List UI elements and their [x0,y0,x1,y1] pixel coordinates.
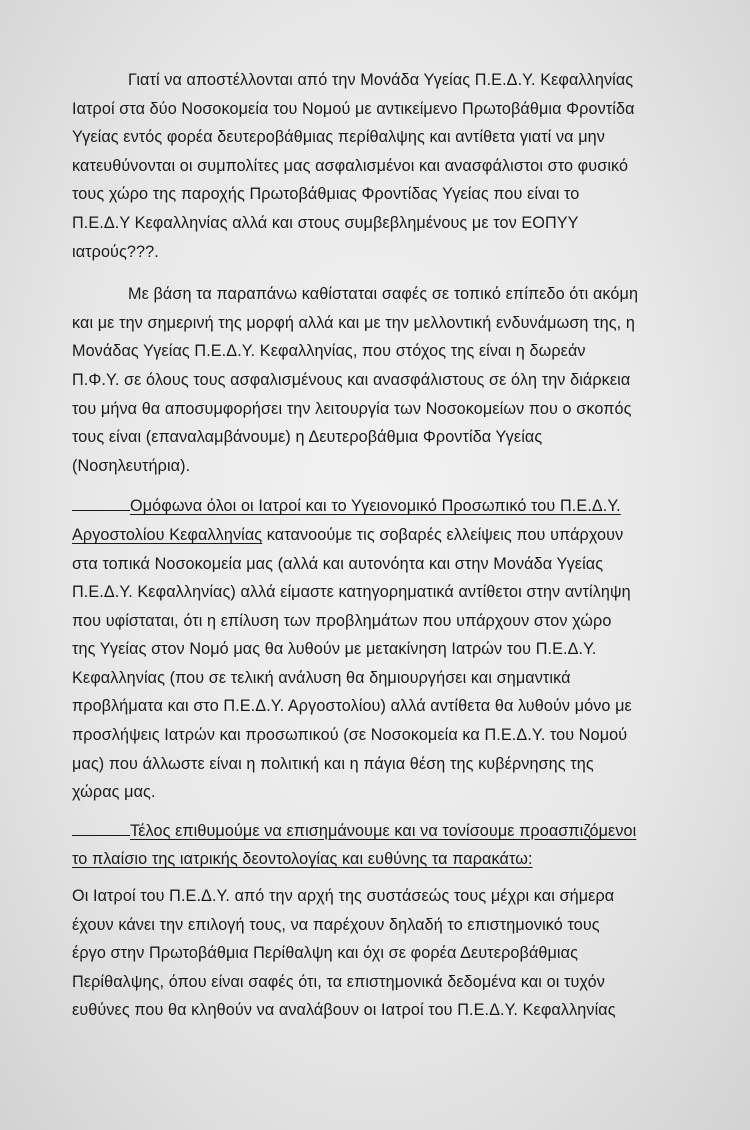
paragraph-4 [72,817,672,874]
text-line: προσλήψεις Ιατρών και προσωπικού (σε Νοσοκομεία κα Π.Ε.Δ.Υ. του Νομού [72,726,628,745]
underline-lead [72,494,130,511]
text-line: Ιατροί στα δύο Νοσοκομεία του Νομού με αντικείμενο Πρωτοβάθμια Φροντίδα [72,99,635,118]
text-line [72,817,672,846]
underlined-text: Τέλος επιθυμούμε να επισημάνουμε και να τονίσουμε προασπιζόμενοι [130,821,637,840]
text-line: κατευθύνονται οι συμπολίτες μας ασφαλισμένοι και ανασφάλιστοι στο φυσικό [72,156,629,175]
text-fragment: κατανοούμε τις σοβαρές ελλείψεις που υπάρχουν [262,525,624,544]
text-line [72,521,672,550]
text-line: Γιατί να αποστέλλονται από την Μονάδα Υγείας Π.Ε.Δ.Υ. Κεφαλληνίας [128,71,634,89]
text-line: τους είναι (επαναλαμβάνουμε) η Δευτεροβάθμια Φροντίδα Υγείας [72,428,543,447]
text-line: ιατρούς???. [72,242,159,261]
text-line [72,492,672,521]
text-line: Υγείας εντός φορέα δευτεροβάθμιας περίθαλψης και αντίθετα γιατί να μην [72,128,605,147]
paragraph-5 [72,882,672,1025]
text-line: Περίθαλψης, όπου είναι σαφές ότι, τα επιστημονικά δεδομένα και οι τυχόν [72,972,605,991]
paragraph-1 [72,66,672,266]
text-line: Μονάδας Υγείας Π.Ε.Δ.Υ. Κεφαλληνίας, που στόχος της είναι η δωρεάν [72,342,586,361]
text-line: που υφίσταται, ότι η επίλυση των προβλημάτων που υπάρχουν στον χώρο [72,611,612,630]
document-body [72,66,672,1033]
text-line: έργο στην Πρωτοβάθμια Περίθαλψη και όχι σε φορέα Δευτεροβάθμιας [72,944,578,963]
text-line: Π.Φ.Υ. σε όλους τους ασφαλισμένους και ανασφάλιστους σε όλη την διάρκεια [72,370,631,389]
text-line: (Νοσηλευτήρια). [72,456,191,475]
text-line: στα τοπικά Νοσοκομεία μας (αλλά και αυτονόητα και στην Μονάδα Υγείας [72,554,604,573]
text-line: μας) που άλλωστε είναι η πολιτική και η πάγια θέση της κυβέρνησης της [72,754,594,773]
text-line: τους χώρο της παροχής Πρωτοβάθμιας Φροντίδας Υγείας που είναι το [72,185,580,204]
text-line: έχουν κάνει την επιλογή τους, να παρέχουν δηλαδή το επιστημονικό τους [72,915,600,934]
paragraph-3 [72,492,672,807]
paragraph-2 [72,280,672,480]
text-line: χώρας μας. [72,783,156,802]
text-line: του μήνα θα αποσυμφορήσει την λειτουργία των Νοσοκομείων που ο σκοπός [72,399,632,418]
text-line: Κεφαλληνίας (που σε τελική ανάλυση θα δημιουργήσει και σημαντικά [72,668,571,687]
underlined-text: το πλαίσιο της ιατρικής δεοντολογίας και ευθύνης τα παρακάτω: [72,850,533,869]
text-line: και με την σημερινή της μορφή αλλά και με την μελλοντική ενδυνάμωση της, η [72,313,635,332]
text-line: Με βάση τα παραπάνω καθίσταται σαφές σε τοπικό επίπεδο ότι ακόμη [128,285,639,304]
text-line [72,845,672,874]
text-line: Οι Ιατροί του Π.Ε.Δ.Υ. από την αρχή της συστάσεώς τους μέχρι και σήμερα [72,887,615,906]
underlined-text: Αργοστολίου Κεφαλληνίας [72,525,263,544]
text-line: της Υγείας στον Νομό μας θα λυθούν με μετακίνηση Ιατρών του Π.Ε.Δ.Υ. [72,640,597,659]
text-line: Π.Ε.Δ.Υ. Κεφαλληνίας) αλλά είμαστε κατηγορηματικά αντίθετοι στην αντίληψη [72,583,631,602]
text-line: ευθύνες που θα κληθούν να αναλάβουν οι Ιατροί του Π.Ε.Δ.Υ. Κεφαλληνίας [72,1001,616,1020]
text-line: προβλήματα και στο Π.Ε.Δ.Υ. Αργοστολίου) αλλά αντίθετα θα λυθούν μόνο με [72,697,632,716]
underline-lead [72,819,130,836]
text-line: Π.Ε.Δ.Υ Κεφαλληνίας αλλά και στους συμβεβλημένους με τον ΕΟΠΥΥ [72,213,579,232]
underlined-text: Ομόφωνα όλοι οι Ιατροί και το Υγειονομικό Προσωπικό του Π.Ε.Δ.Υ. [130,497,621,516]
